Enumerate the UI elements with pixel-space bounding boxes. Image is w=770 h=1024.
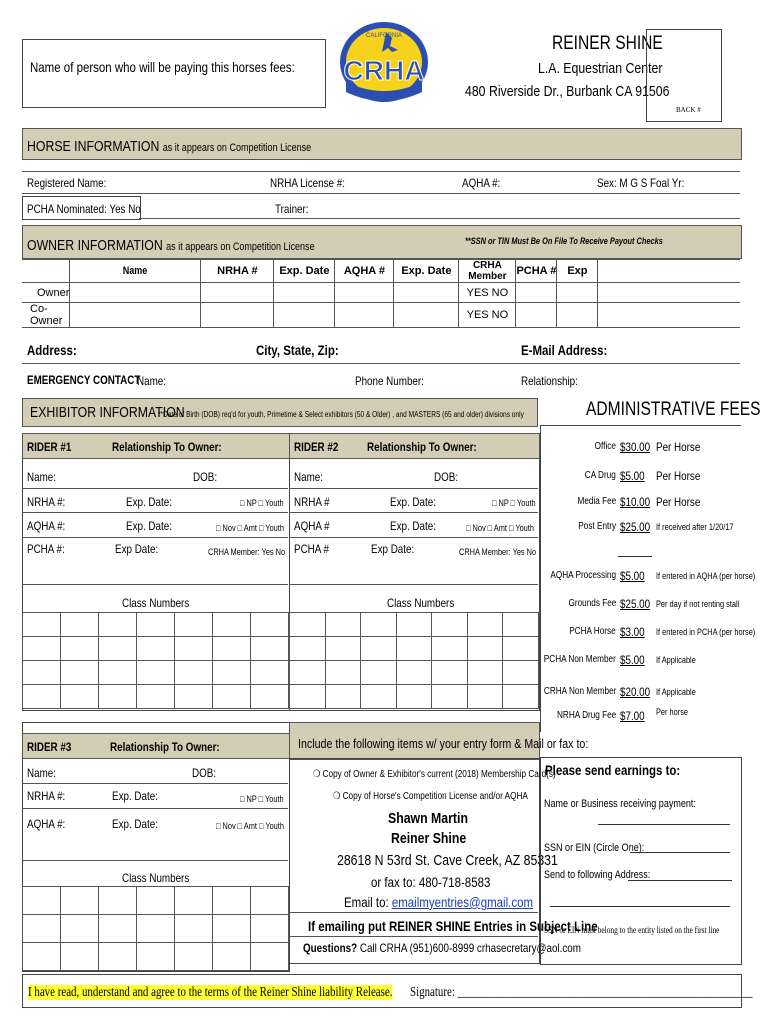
ec-relationship-label: Relationship: bbox=[521, 374, 578, 388]
rider2-class-grid[interactable] bbox=[289, 612, 539, 709]
rider2-pcha: PCHA # bbox=[294, 542, 330, 556]
table-row[interactable]: Co-Owner YES NO bbox=[22, 303, 740, 328]
rider2-exp3: Exp Date: bbox=[371, 542, 415, 556]
earnings-business: Name or Business receiving payment: bbox=[544, 798, 696, 810]
fee-note: If entered in PCHA (per horse) bbox=[656, 627, 756, 637]
rider3-dob: DOB: bbox=[192, 766, 217, 780]
logo-text: CRHA bbox=[343, 55, 425, 86]
fee-note: Per Horse bbox=[656, 469, 701, 483]
rider3-title: RIDER #3 bbox=[27, 740, 72, 754]
rider3-np[interactable]: □ NP □ Youth bbox=[240, 794, 284, 804]
rider1-title: RIDER #1 bbox=[27, 440, 72, 454]
fee-label: Grounds Fee bbox=[568, 598, 616, 609]
fee-amount: $20.00 bbox=[620, 685, 651, 699]
fee-label: Office bbox=[594, 441, 616, 452]
rider1-classes: Class Numbers bbox=[122, 596, 190, 610]
rider2-title: RIDER #2 bbox=[294, 440, 339, 454]
rider2-dob: DOB: bbox=[434, 470, 459, 484]
fees-title: ADMINISTRATIVE FEES bbox=[586, 399, 761, 420]
logo-arc-text: CALIFORNIA bbox=[365, 33, 403, 39]
event-address: 480 Riverside Dr., Burbank CA 91506 bbox=[465, 83, 670, 100]
earnings-note: SSN or EIN must belong to the entity listed on the first line bbox=[544, 925, 720, 935]
rider1-nov[interactable]: □ Nov □ Amt □ Youth bbox=[216, 523, 284, 533]
fee-note: If Applicable bbox=[656, 687, 696, 697]
email-link[interactable]: emailmyentries@gmail.com bbox=[391, 894, 534, 910]
aqha-label: AQHA #: bbox=[462, 176, 501, 190]
trainer-label: Trainer: bbox=[275, 202, 309, 216]
rider1-name: Name: bbox=[27, 470, 56, 484]
table-row[interactable]: Owner YES NO bbox=[22, 283, 740, 303]
emergency-label: EMERGENCY CONTACT bbox=[27, 373, 141, 387]
rider2-np[interactable]: □ NP □ Youth bbox=[492, 498, 536, 508]
mail-street: 28618 N 53rd St. Cave Creek, AZ 85331 bbox=[337, 852, 558, 869]
fee-amount: $5.00 bbox=[620, 653, 645, 667]
fee-label: NRHA Drug Fee bbox=[556, 710, 616, 721]
ec-phone-label: Phone Number: bbox=[355, 374, 424, 388]
rider3-exp: Exp. Date: bbox=[112, 789, 158, 803]
rider1-dob: DOB: bbox=[193, 470, 218, 484]
venue: L.A. Equestrian Center bbox=[538, 60, 663, 77]
fee-note: If Applicable bbox=[656, 655, 696, 665]
earnings-send: Send to following Address: bbox=[544, 869, 651, 881]
earnings-ssn: SSN or EIN (Circle One): bbox=[544, 842, 645, 854]
rider1-crha[interactable]: CRHA Member: Yes No bbox=[208, 547, 286, 557]
fee-note: Per Horse bbox=[656, 495, 701, 509]
earnings-title: Please send earnings to: bbox=[545, 762, 681, 778]
mail-email-line: Email to: emailmyentries@gmail.com bbox=[344, 894, 534, 910]
city-label: City, State, Zip: bbox=[256, 342, 339, 358]
rider3-exp2: Exp. Date: bbox=[112, 817, 158, 831]
event-title: REINER SHINE bbox=[552, 33, 663, 54]
fee-label: AQHA Processing bbox=[550, 570, 616, 581]
fee-blank-line[interactable] bbox=[618, 556, 652, 557]
fee-label: Post Entry bbox=[578, 521, 616, 532]
registered-name-label: Registered Name: bbox=[27, 176, 107, 190]
fee-amount: $7.00 bbox=[620, 709, 645, 723]
rider1-pcha: PCHA #: bbox=[27, 542, 65, 556]
pcha-nominated-label: PCHA Nominated: Yes No bbox=[27, 202, 141, 216]
exhibitor-note: **Date of Birth (DOB) req'd for youth, Primetime & Select exhibitors (50 & Older) , and MASTERS (65 and older) divisions only bbox=[158, 410, 524, 419]
rider1-aqha: AQHA #: bbox=[27, 519, 66, 533]
fee-label: PCHA Non Member bbox=[543, 654, 616, 665]
agree-text: I have read, understand and agree to the terms of the Reiner Shine liability Release. bbox=[28, 985, 393, 1000]
rider2-nrha: NRHA # bbox=[294, 495, 330, 509]
mail-fax: or fax to: 480-718-8583 bbox=[371, 874, 491, 890]
fee-note: Per horse bbox=[656, 707, 689, 717]
rider1-nrha: NRHA #: bbox=[27, 495, 66, 509]
fee-amount: $25.00 bbox=[620, 520, 651, 534]
rider2-exp2: Exp. Date: bbox=[390, 519, 436, 533]
rider1-exp3: Exp Date: bbox=[115, 542, 159, 556]
rider1-exp2: Exp. Date: bbox=[126, 519, 172, 533]
rider2-name: Name: bbox=[294, 470, 323, 484]
rider3-nrha: NRHA #: bbox=[27, 789, 66, 803]
signature-line: Signature: ______________________________________________________ bbox=[410, 985, 753, 1000]
fee-amount: $5.00 bbox=[620, 569, 645, 583]
fee-note: Per Horse bbox=[656, 440, 701, 454]
rider3-name: Name: bbox=[27, 766, 56, 780]
owner-info-title: OWNER INFORMATION as it appears on Competition License bbox=[27, 237, 315, 254]
rider2-relationship: Relationship To Owner: bbox=[367, 440, 477, 454]
rider3-aqha: AQHA #: bbox=[27, 817, 66, 831]
rider2-crha[interactable]: CRHA Member: Yes No bbox=[459, 547, 537, 557]
rider1-relationship: Relationship To Owner: bbox=[112, 440, 222, 454]
mail-questions: Questions? Call CRHA (951)600-8999 crhasecretary@aol.com bbox=[303, 941, 581, 955]
rider2-exp: Exp. Date: bbox=[390, 495, 436, 509]
rider1-class-grid[interactable] bbox=[22, 612, 289, 709]
rider1-np[interactable]: □ NP □ Youth bbox=[240, 498, 284, 508]
fee-amount: $25.00 bbox=[620, 597, 651, 611]
fee-note: If entered in AQHA (per horse) bbox=[656, 571, 756, 581]
email-label: E-Mail Address: bbox=[521, 342, 608, 358]
back-label: BACK # bbox=[676, 106, 701, 114]
mail-name1: Shawn Martin bbox=[388, 810, 468, 827]
fee-label: CA Drug bbox=[585, 470, 616, 481]
crha-logo bbox=[338, 22, 430, 106]
payer-label: Name of person who will be paying this horses fees: bbox=[30, 59, 295, 75]
rider2-nov[interactable]: □ Nov □ Amt □ Youth bbox=[466, 523, 534, 533]
owner-table: Name NRHA # Exp. Date AQHA # Exp. Date CRHA Member PCHA # Exp Owner YES NO Co-Owner YES NO bbox=[22, 259, 740, 328]
ssn-note: **SSN or TIN Must Be On File To Receive Payout Checks bbox=[465, 236, 663, 246]
horse-info-title: HORSE INFORMATION as it appears on Competition License bbox=[27, 138, 312, 155]
fee-note: Per day if not renting stall bbox=[656, 599, 740, 609]
fee-amount: $5.00 bbox=[620, 469, 645, 483]
exhibitor-info-title: EXHIBITOR INFORMATION bbox=[30, 404, 185, 421]
ec-name-label: Name: bbox=[137, 374, 166, 388]
mail-title: Include the following items w/ your entry form & Mail or fax to: bbox=[298, 736, 589, 751]
rider1-exp: Exp. Date: bbox=[126, 495, 172, 509]
rider3-class-grid[interactable] bbox=[22, 886, 289, 971]
fee-amount: $3.00 bbox=[620, 625, 645, 639]
fee-note: If received after 1/20/17 bbox=[656, 522, 734, 532]
mail-item1: ❍ Copy of Owner & Exhibitor's current (2018) Membership Card(s) bbox=[313, 769, 556, 780]
fee-label: PCHA Horse bbox=[569, 626, 616, 637]
rider2-aqha: AQHA # bbox=[294, 519, 330, 533]
rider3-classes: Class Numbers bbox=[122, 871, 190, 885]
rider2-classes: Class Numbers bbox=[387, 596, 455, 610]
rider3-relationship: Relationship To Owner: bbox=[110, 740, 220, 754]
fee-amount: $10.00 bbox=[620, 495, 651, 509]
mail-subject: If emailing put REINER SHINE Entries in Subject Line bbox=[308, 918, 598, 934]
fee-amount: $30.00 bbox=[620, 440, 651, 454]
nrha-license-label: NRHA License #: bbox=[270, 176, 345, 190]
address-label: Address: bbox=[27, 342, 77, 358]
rider3-nov[interactable]: □ Nov □ Amt □ Youth bbox=[216, 821, 284, 831]
mail-item2: ❍ Copy of Horse's Competition License and/or AQHA bbox=[333, 791, 528, 802]
sex-label: Sex: M G S Foal Yr: bbox=[597, 176, 685, 190]
mail-name2: Reiner Shine bbox=[391, 830, 467, 847]
fee-label: Media Fee bbox=[577, 496, 616, 507]
fee-label: CRHA Non Member bbox=[543, 686, 616, 697]
